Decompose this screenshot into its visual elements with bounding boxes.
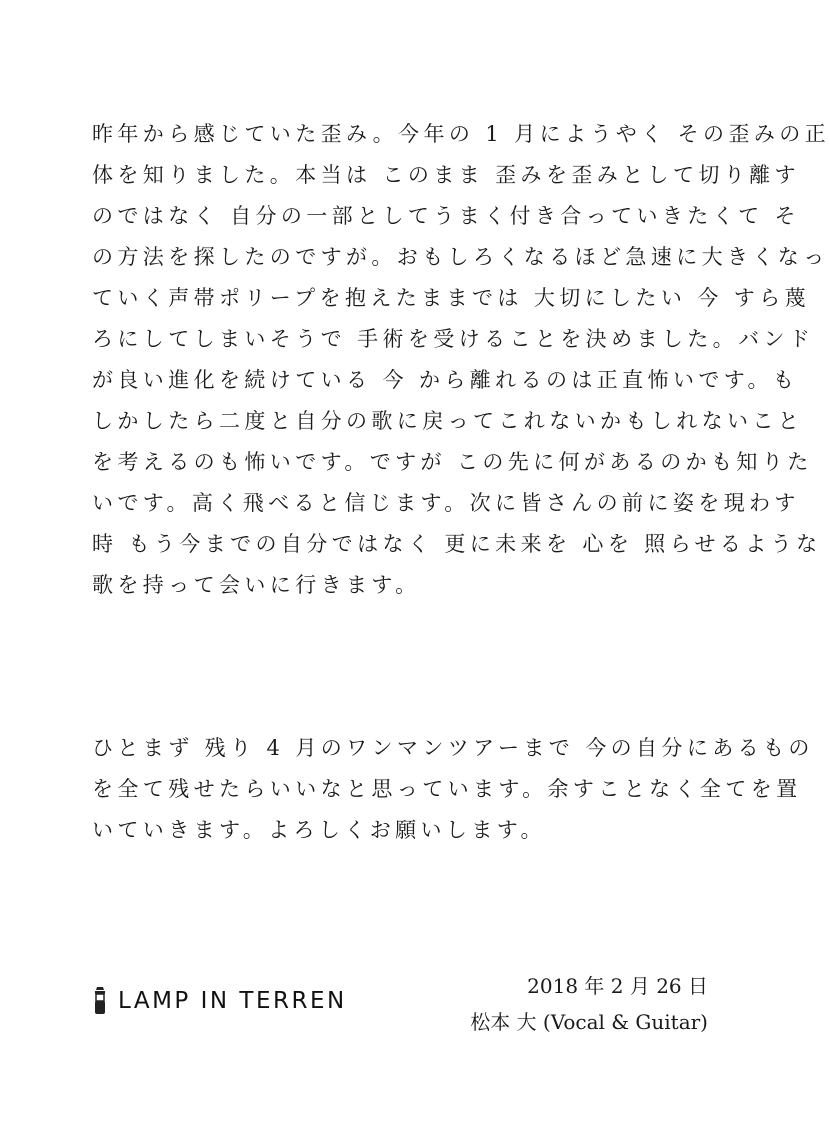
text-line: しかしたら二度と自分の歌に戻ってこれないかもしれないこと — [92, 409, 804, 433]
text-line: が良い進化を続けている 今 から離れるのは正直怖いです。も — [92, 368, 799, 392]
text-line: 昨年から感じていた歪み。今年の 1 月にようやく その歪みの正 — [92, 122, 830, 146]
text-line: を考えるのも怖いです。ですが この先に何があるのかも知りた — [92, 450, 813, 474]
text-line: ていく声帯ポリープを抱えたままでは 大切にしたい 今 すら蔑 — [92, 286, 810, 310]
text-line: いていきます。よろしくお願いします。 — [92, 818, 546, 842]
lantern-icon — [92, 986, 108, 1016]
text-line: 歌を持って会いに行きます。 — [92, 573, 421, 597]
text-line: ろにしてしまいそうで 手術を受けることを決めました。バンド — [92, 327, 815, 351]
text-line: のではなく 自分の一部としてうまく付き合っていきたくて そ — [92, 204, 800, 228]
letter-date: 2018 年 2 月 26 日 — [527, 974, 708, 998]
text-line: ひとまず 残り 4 月のワンマンツアーまで 今の自分にあるもの — [92, 736, 814, 760]
signature-name: 松本 大 (Vocal & Guitar) — [470, 1010, 708, 1034]
logo-text: LAMP IN TERREN — [118, 988, 347, 1014]
text-line: 体を知りました。本当は このまま 歪みを歪みとして切り離す — [92, 163, 800, 187]
band-logo — [92, 986, 347, 1016]
text-line: いです。高く飛べると信じます。次に皆さんの前に姿を現わす — [92, 491, 800, 515]
text-line: の方法を探したのですが。おもしろくなるほど急速に大きくなっ — [92, 245, 829, 269]
text-line: 時 もう今までの自分ではなく 更に未来を 心を 照らせるような — [92, 532, 822, 556]
letter-paragraph-1 — [92, 114, 830, 606]
text-line: を全て残せたらいいなと思っています。余すことなく全てを置 — [92, 777, 802, 801]
letter-paragraph-2 — [92, 728, 814, 851]
